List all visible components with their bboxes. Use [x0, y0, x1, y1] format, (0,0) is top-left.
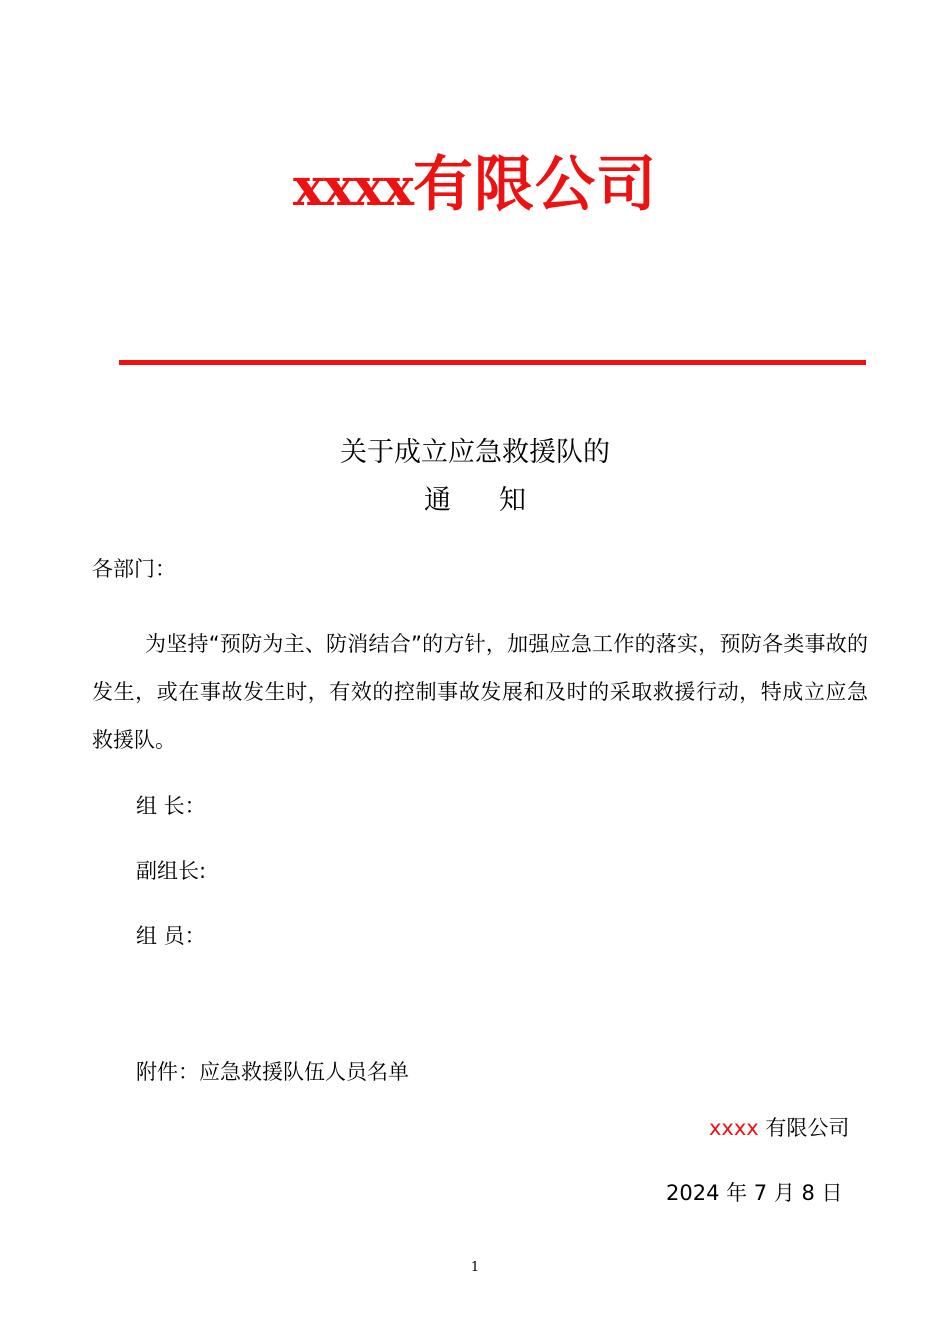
attachment-note: 附件：应急救援队伍人员名单 — [136, 1060, 409, 1084]
signature-suffix: 有限公司 — [758, 1116, 850, 1140]
body-paragraph: 为坚持“预防为主、防消结合”的方针，加强应急工作的落实，预防各类事故的发生，或在事故发生时，有效的控制事故发展和及时的采取救援行动，特成立应急救援队。 — [92, 632, 868, 752]
company-header — [0, 140, 950, 233]
document-title-notice: 通知 — [424, 485, 574, 516]
roster-leader: 组 长： — [136, 794, 206, 818]
roster-deputy: 副组长: — [136, 859, 207, 883]
salutation: 各部门： — [92, 557, 176, 581]
signature-prefix: xxxx — [709, 1116, 759, 1140]
company-header-prefix: xxxx — [292, 157, 413, 218]
document-title: 关于成立应急救援队的 — [340, 437, 610, 468]
document-date: 2024 年 7 月 8 日 — [666, 1181, 843, 1205]
page-number: 1 — [470, 1260, 480, 1275]
header-divider — [119, 360, 866, 365]
roster-members: 组 员： — [136, 924, 206, 948]
signature-company — [709, 1113, 849, 1143]
company-header-suffix: 有限公司 — [413, 150, 657, 220]
